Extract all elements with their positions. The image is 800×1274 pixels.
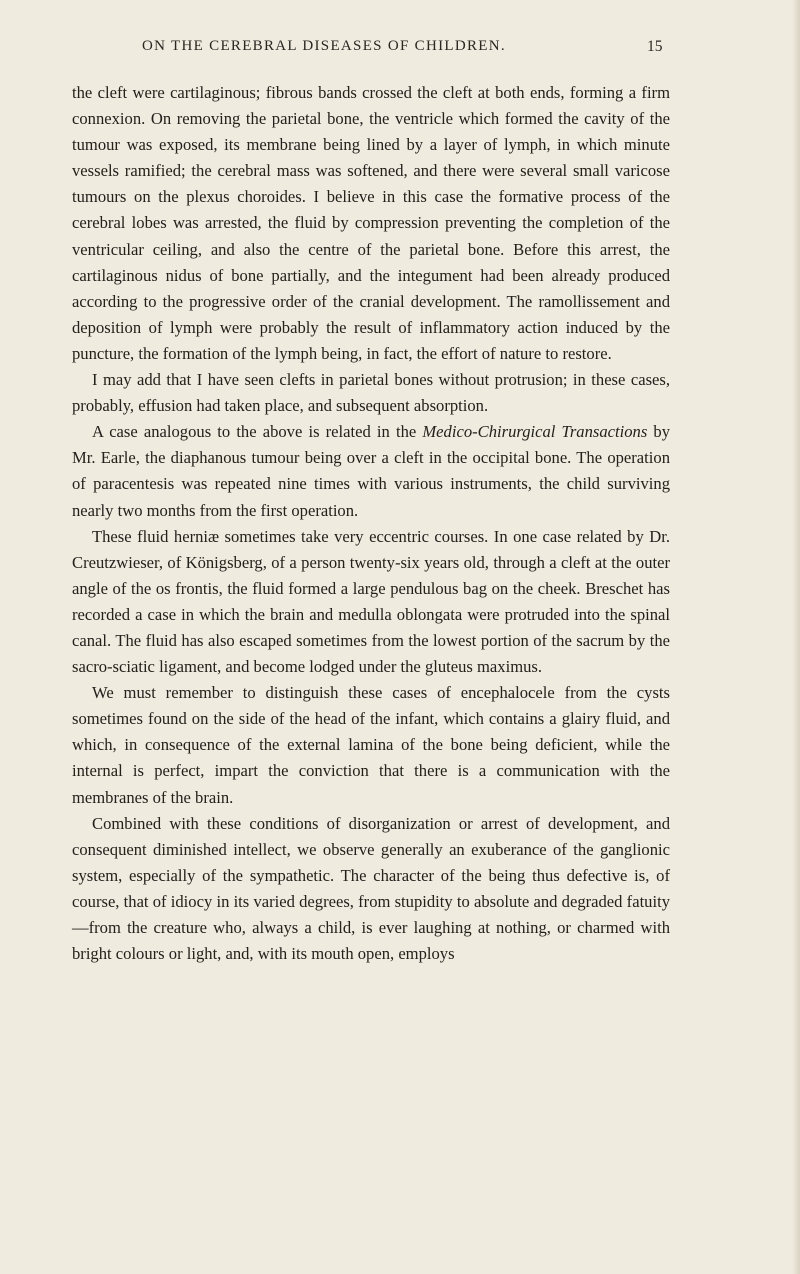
paragraph-3-rest: by Mr. Earle, the diaphanous tumour being over a cleft in the occipital bone. The operation of paracentesis was repeated nine times with various instruments, the child surviving nearly two months from the first operation. bbox=[72, 422, 671, 520]
body-text bbox=[72, 80, 670, 967]
paragraph-5: We must remember to distinguish these cases of encephalocele from the cysts sometimes found on the side of the head of the infant, which contains a glairy fluid, and which, in consequence of the external lamina of the bone being deficient, while the internal is perfect, impart the conviction that there is a communication with the membranes of the brain. bbox=[72, 683, 670, 807]
running-header bbox=[142, 38, 662, 55]
running-title: ON THE CEREBRAL DISEASES OF CHILDREN. bbox=[142, 38, 506, 54]
page-edge-shadow bbox=[792, 0, 800, 1274]
paragraph-3 bbox=[72, 419, 670, 523]
paragraph-2: I may add that I have seen clefts in parietal bones without protrusion; in these cases, probably, effusion had taken place, and subsequent absorption. bbox=[72, 370, 670, 416]
page-number: 15 bbox=[647, 38, 663, 55]
paragraph-4: These fluid herniæ sometimes take very eccentric courses. In one case related by Dr. Creutzwieser, of Königsberg, of a person twenty-six years old, through a cleft at the outer angle of the os frontis, the fluid formed a large pendulous bag on the cheek. Breschet has recorded a case in which the brain and medulla oblongata were protruded into the spinal canal. The fluid has also escaped sometimes from the lowest portion of the sacrum by the sacro-sciatic ligament, and become lodged under the gluteus maximus. bbox=[72, 526, 670, 677]
paragraph-6: Combined with these conditions of disorganization or arrest of development, and consequent diminished intellect, we observe generally an exuberance of the ganglionic system, especially of the sympathetic. The character of the being thus defective is, of course, that of idiocy in its varied degrees, from stupidity to absolute and degraded fatuity—from the creature who, always a child, is ever laughing at nothing, or charmed with bright colours or light, and, with its mouth open, employs bbox=[72, 813, 670, 964]
journal-title: Medico-Chirurgical Transactions bbox=[422, 422, 648, 442]
paragraph-3-lead: A case analogous to the above is related in the bbox=[92, 422, 423, 442]
paragraph-1: the cleft were cartilaginous; fibrous bands crossed the cleft at both ends, forming a firm connexion. On removing the parietal bone, the ventricle which formed the cavity of the tumour was exposed, its membrane being lined by a layer of lymph, in which minute vessels ramified; the cerebral mass was softened, and there were several small varicose tumours on the plexus choroides. I believe in this case the formative process of the cerebral lobes was arrested, the fluid by compression preventing the completion of the ventricular ceiling, and also the centre of the parietal bone. Before this arrest, the cartilaginous nidus of bone partially, and the integument had been already produced according to the progressive order of the cranial development. The ramollissement and deposition of lymph were probably the result of inflammatory action induced by the puncture, the formation of the lymph being, in fact, the effort of nature to restore. bbox=[72, 83, 670, 363]
